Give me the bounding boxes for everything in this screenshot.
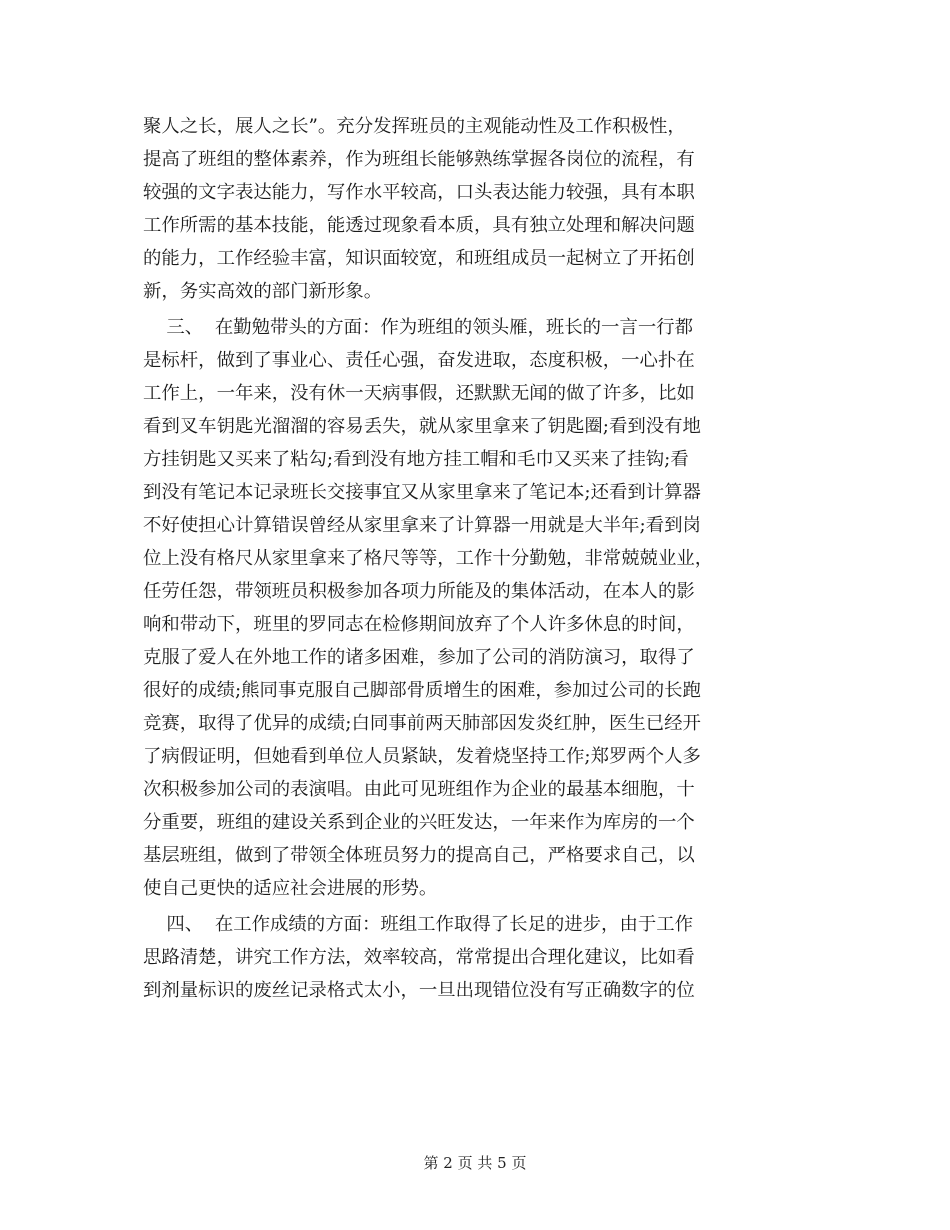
text-line: 分重要，班组的建设关系到企业的兴旺发达，一年来作为库房的一个 <box>143 812 695 833</box>
paragraph <box>143 110 815 308</box>
text-line: 次积极参加公司的表演唱。由此可见班组作为企业的最基本细胞，十 <box>143 779 695 800</box>
text-line: 到剂量标识的废丝记录格式太小，一旦出现错位没有写正确数字的位 <box>143 980 695 1001</box>
text-line: 方挂钥匙又买来了粘勾;看到没有地方挂工帽和毛巾又买来了挂钩;看 <box>143 449 689 470</box>
text-line: 工作所需的基本技能，能透过现象看本质，具有独立处理和解决问题 <box>143 215 695 236</box>
paragraph <box>143 311 815 905</box>
paragraph <box>143 908 815 1007</box>
text-line: 到没有笔记本记录班长交接事宜又从家里拿来了笔记本;还看到计算器 <box>143 482 701 503</box>
text-line: 克服了爱人在外地工作的诸多困难，参加了公司的消防演习，取得了 <box>143 647 695 668</box>
text-line: 响和带动下，班里的罗同志在检修期间放弃了个人许多休息的时间， <box>143 614 695 635</box>
text-line: 很好的成绩;熊同事克服自己脚部骨质增生的困难，参加过公司的长跑 <box>143 680 701 701</box>
page-number: 第 2 页 共 5 页 <box>423 1154 527 1172</box>
text-line: 四、 在工作成绩的方面：班组工作取得了长足的进步，由于工作 <box>143 914 694 935</box>
text-line: 工作上，一年来，没有休一天病事假，还默默无闻的做了许多，比如 <box>143 383 695 404</box>
text-line: 了病假证明，但她看到单位人员紧缺，发着烧坚持工作;郑罗两个人多 <box>143 746 701 767</box>
text-line: 的能力，工作经验丰富，知识面较宽，和班组成员一起树立了开拓创 <box>143 248 695 269</box>
text-line: 聚人之长，展人之长”。充分发挥班员的主观能动性及工作积极性， <box>143 116 686 137</box>
text-line: 基层班组，做到了带领全体班员努力的提高自己，严格要求自己，以 <box>143 845 695 866</box>
text-line: 看到叉车钥匙光溜溜的容易丢失，就从家里拿来了钥匙圈;看到没有地 <box>143 416 701 437</box>
text-line: 思路清楚，讲究工作方法，效率较高，常常提出合理化建议，比如看 <box>143 947 695 968</box>
text-line: 较强的文字表达能力，写作水平较高，口头表达能力较强，具有本职 <box>143 182 695 203</box>
text-line: 提高了班组的整体素养，作为班组长能够熟练掌握各岗位的流程，有 <box>143 149 695 170</box>
document-body <box>143 110 815 1007</box>
text-line: 位上没有格尺从家里拿来了格尺等等，工作十分勤勉，非常兢兢业业， <box>143 548 714 569</box>
text-line: 三、 在勤勉带头的方面：作为班组的领头雁，班长的一言一行都 <box>143 317 694 338</box>
text-line: 是标杆，做到了事业心、责任心强，奋发进取，态度积极，一心扑在 <box>143 350 695 371</box>
text-line: 不好使担心计算错误曾经从家里拿来了计算器一用就是大半年;看到岗 <box>143 515 701 536</box>
text-line: 新，务实高效的部门新形象。 <box>143 281 383 302</box>
text-line: 竞赛，取得了优异的成绩;白同事前两天肺部因发炎红肿，医生已经开 <box>143 713 701 734</box>
text-line: 使自己更快的适应社会进展的形势。 <box>143 878 438 899</box>
text-line: 任劳任怨，带领班员积极参加各项力所能及的集体活动，在本人的影 <box>143 581 695 602</box>
